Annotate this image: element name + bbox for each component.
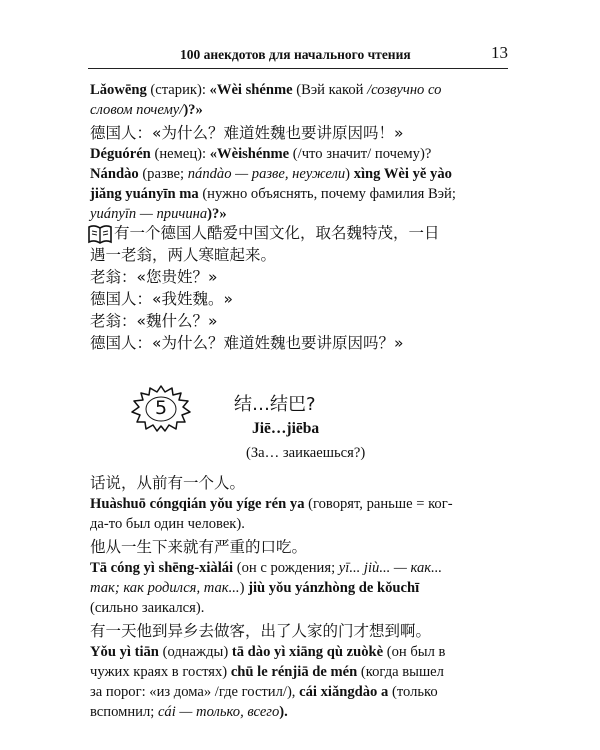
story-title-pinyin: Jiē…jiēba [252,420,320,437]
chinese-line-kouchi: 他从一生下来就有严重的口吃。 [90,538,308,556]
book-title: 100 анекдотов для начального чтения [180,47,411,62]
chinese-line-huashuo: 话说，从前有一个人。 [90,474,246,492]
story-title-russian: (За… заикаешься?) [246,445,366,461]
story-title-chinese: 结…结巴? [234,394,316,415]
paragraph-huashuo: Huàshuō cóngqián yǒu yíge rén ya (говорят, раньше = ког- да-то был один человек). [90,496,453,532]
paragraph-deguoren: Déguórén (немец): «Wèishénme (/что значит/ почему)? Nándào (разве; nándào — разве, неужели) xìng Wèi yě yào jiǎng yuányīn ma (нужно объяснять, почему фамилия Вэй; yuányīn — причина)?» [90,146,456,222]
story-number: 5 [154,397,168,419]
running-header [88,43,508,69]
page-number: 13 [491,43,508,62]
chinese-line-zuoke: 有一天他到异乡去做客，出了人家的门才想到啊。 [90,622,432,640]
paragraph-laoweng: Lǎowēng (старик): «Wèi shénme (Вэй какой /созвучно со словом почему/)?» [90,82,442,118]
paragraph-you-yi-tian: Yǒu yì tiān (однажды) tā dào yì xiāng qù zuòkè (он был в чужих краях в гостях) chū le rénjiā de mén (когда вышел за порог: «из дома» /где гостил/), cái xiǎngdào a (только вспомнил; cái — только, всего). [90,644,446,720]
book-icon [88,224,112,244]
paragraph-ta-cong: Tā cóng yì shēng-xiàlái (он с рождения; yī... jiù... — как... так; как родился, так...) jiù yǒu yánzhòng de kǒuchī (сильно заикался). [90,560,443,616]
chinese-full-text: 有一个德国人酷爱中国文化，取名魏特茂，一日 遇一老翁，两人寒暄起来。 老翁：«您贵姓？» 德国人：«我姓魏。» 老翁：«魏什么？» 德国人：«为什么？难道姓魏也要讲原因吗？» [90,224,440,352]
chinese-line-german-reply: 德国人：«为什么？难道姓魏也要讲原因吗！» [90,124,404,142]
